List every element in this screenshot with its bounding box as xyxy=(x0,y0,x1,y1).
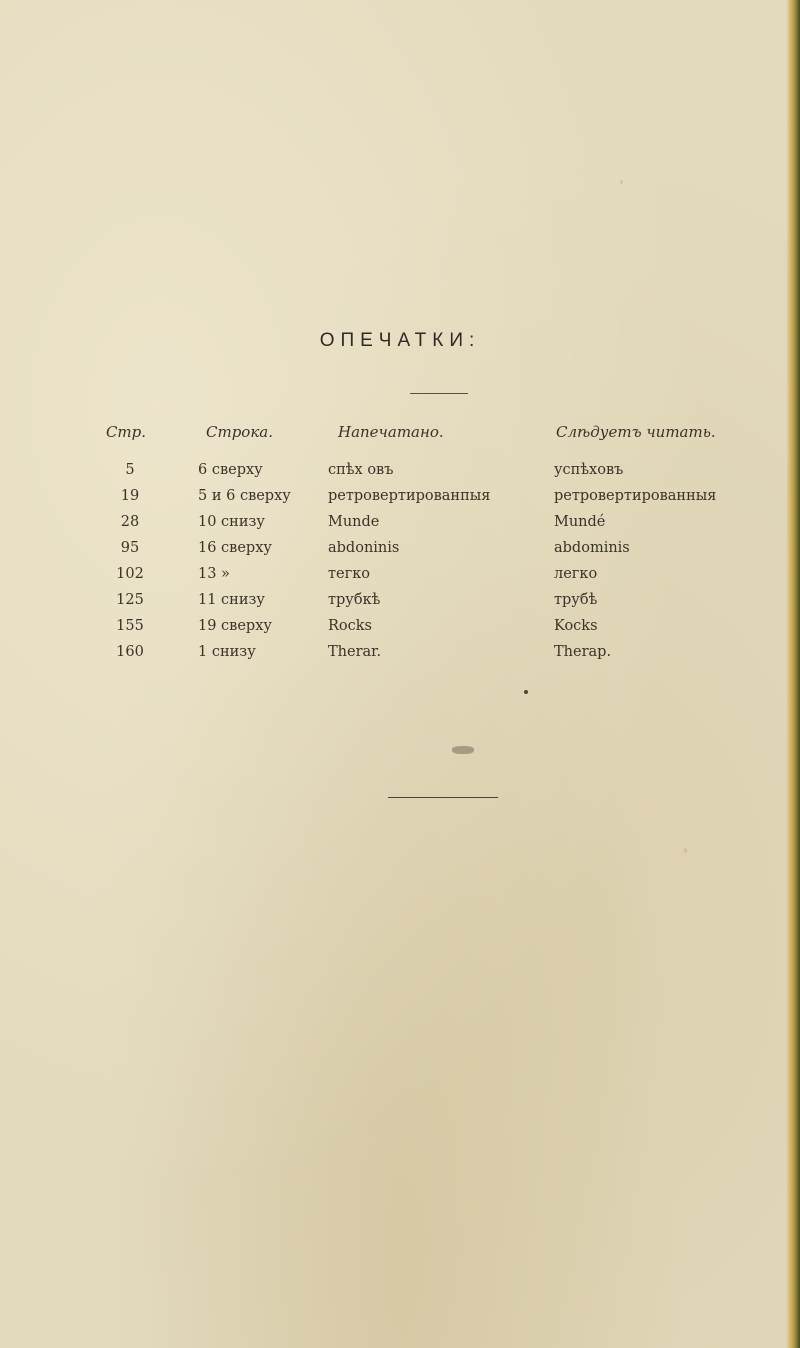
table-row xyxy=(0,460,800,484)
row-printed: тегко xyxy=(328,566,370,582)
ink-speck xyxy=(524,690,528,694)
header-printed: Напечатано. xyxy=(338,423,444,441)
row-page: 5 xyxy=(125,462,135,478)
table-row xyxy=(0,642,800,666)
row-should-read: Kocks xyxy=(554,618,598,634)
table-row xyxy=(0,564,800,588)
row-line: 19 сверху xyxy=(198,618,272,634)
row-should-read: Therap. xyxy=(554,644,612,660)
row-line: 10 снизу xyxy=(198,514,265,530)
row-should-read: трубѣ xyxy=(554,592,598,608)
table-row xyxy=(0,512,800,536)
row-line: 1 снизу xyxy=(198,644,256,660)
table-row xyxy=(0,486,800,510)
row-line: 11 снизу xyxy=(198,592,265,608)
row-printed: трубкѣ xyxy=(328,592,381,608)
row-line: 5 и 6 сверху xyxy=(198,488,291,504)
row-page: 95 xyxy=(120,540,140,556)
row-page: 102 xyxy=(116,566,144,582)
row-line: 6 сверху xyxy=(198,462,263,478)
row-should-read: ретровертированныя xyxy=(554,488,717,504)
row-printed: abdoninis xyxy=(328,540,400,556)
row-printed: Therar. xyxy=(328,644,382,660)
row-printed: Munde xyxy=(328,514,380,530)
table-row xyxy=(0,616,800,640)
row-printed: Rocks xyxy=(328,618,372,634)
row-page: 125 xyxy=(116,592,144,608)
row-should-read: abdominis xyxy=(554,540,630,556)
row-page: 19 xyxy=(120,488,140,504)
title-rule xyxy=(410,393,468,394)
row-line: 13 » xyxy=(198,566,230,582)
row-page: 160 xyxy=(116,644,144,660)
header-should-read: Слѣдуетъ читать. xyxy=(556,423,716,441)
row-should-read: Mundé xyxy=(554,514,606,530)
header-line: Строка. xyxy=(206,423,274,441)
row-should-read: легко xyxy=(554,566,598,582)
row-should-read: успѣховъ xyxy=(554,462,624,478)
closing-rule xyxy=(388,797,498,798)
table-row xyxy=(0,538,800,562)
header-page: Стр. xyxy=(105,423,147,441)
row-printed: ретровертированпыя xyxy=(328,488,491,504)
table-header xyxy=(0,422,800,446)
page-title: ОПЕЧАТКИ: xyxy=(319,330,481,351)
row-page: 155 xyxy=(116,618,144,634)
table-row xyxy=(0,590,800,614)
ink-speck xyxy=(684,848,687,853)
page-edge-decoration xyxy=(786,0,800,1348)
row-page: 28 xyxy=(120,514,140,530)
row-line: 16 сверху xyxy=(198,540,272,556)
row-printed: спѣх овъ xyxy=(328,462,394,478)
ink-speck xyxy=(620,180,623,184)
paper-mark xyxy=(452,746,474,754)
